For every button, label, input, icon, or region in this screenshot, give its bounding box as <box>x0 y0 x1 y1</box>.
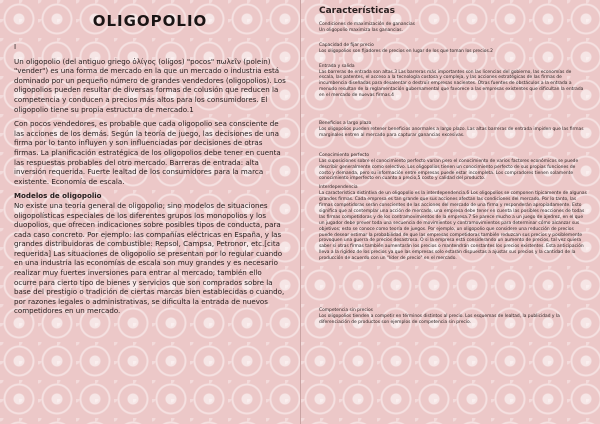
page-title: OLIGOPOLIO <box>0 12 300 30</box>
section-heading: Interdependencia <box>319 185 358 191</box>
paragraph-marker: I <box>14 42 17 51</box>
right-page <box>301 0 600 424</box>
section-heading: Capacidad de fijar precio <box>319 42 374 48</box>
section-text: Los oligopolios son fijadores de precios en lugar de los que toman los precios.2 <box>319 48 493 54</box>
characteristics-title: Características <box>319 6 395 16</box>
section-perfect-knowledge <box>319 153 587 183</box>
right-page-body <box>319 22 587 333</box>
section-text: Las barreras de entrada son altas.3 Las barreras más importantes son las licencias del gobierno, las economías de escala, las patentes, el acceso a la tecnología costosa y compleja, y las acciones estratégicas de las firmas de incumbencia diseñadas para desalentar o destruir empresas nacientes. Otras fuentes de obstáculos a la entrada a menudo resultan de la reglamentación gubernamental que favorece a las empresas existentes que dificultan la entrada en el mercado de nuevas firmas.4 <box>319 69 584 99</box>
section-heading: Beneficios a largo plazo <box>319 121 372 127</box>
section-text: Los oligopolios tienden a competir en términos distintos al precio. Los esquemas de lealtad, la publicidad y la diferenciación de productos son ejemplos de competencia sin precio. <box>319 314 560 325</box>
section-text: Las suposiciones sobre el conocimiento perfecto varían pero el conocimiento de varios factores económicos se puede describir generalmente como selectivo. Los oligopolios tienen un conocimiento perfecto de sus propias funciones de costo y demanda, pero su información entre empresas puede estar incompleta. Los compradores tienen solamente conocimiento imperfecto en cuanto a precio,5 costo y calidad del producto. <box>319 158 579 182</box>
models-heading: Modelos de oligopolio <box>14 191 102 201</box>
section-non-price-competition <box>319 308 587 326</box>
section-text: Un oligopolio maximiza las ganancias. <box>319 27 403 33</box>
section-text: Los oligopolios pueden retener beneficios anormales a largo plazo. Las altas barreras de entrada impiden que las firmas marginales entren al mercado para capturar ganancias excesivas. <box>319 126 584 138</box>
section-profit-maximization <box>319 22 587 34</box>
section-interdependence <box>319 185 587 262</box>
section-heading: Condiciones de maximización de ganancias <box>319 22 415 27</box>
section-text: La característica distintiva de un oligopolio es la interdependencia.6 Los oligopolios se componen típicamente de algunas grandes firmas. Cada empresa es tan grande que sus acciones afectan las condiciones del mercado. Por lo tanto, las firmas competidoras serán conscientes de las acciones del mercado de una firma y responderán apropiadamente. Esto significa que al contemplar una acción de mercado, una empresa debe tener en cuenta las posibles reacciones de todas las firmas competidoras y de los contramovimientos de la empresa.7 Se parece mucho a un juego de ajedrez, en el que un jugador debe prever toda una secuencia de movimientos y contramovimientos para determinar cómo alcanzar sus objetivos; esto se conoce como teoría de juegos. Por ejemplo, un oligopolio que considere una reducción de precios puede desear estimar la probabilidad de que las empresas competidoras también reduzcan sus precios y posiblemente provoquen una guerra de precios desastrosa. O si la empresa está considerando un aumento de precios, tal vez quiera saber si otras firmas también aumentarán los precios o mantendrán constantes los precios existentes. Esta anticipación lleva a la rigidez de los precios ya que las empresas solo estarán dispuestas a ajustar sus precios y la cantidad de la producción de acuerdo con un "líder de precio" en el mercado. <box>319 191 587 262</box>
section-long-run-profits <box>319 121 587 139</box>
section-heading: Entrada y salida <box>319 63 355 69</box>
models-paragraph: No existe una teoría general de oligopolio; sino modelos de situaciones oligopolísticas especiales de los diferentes grupos los monopolios y los duopolios, que ofrecen indicaciones sobre posibles tipos de conducta, para cada caso concreto. Por ejemplo: las compañías eléctricas en España, y las grandes distribuidoras de combustible: Repsol, Campsa, Petronor, etc.[cita requerida] Las situaciones de oligopolio se presentan por lo regular cuando en una industria las economías de escala son muy grandes y es necesario realizar muy fuertes inversiones para entrar al mercado; también ello ocurre para cierto tipo de bienes y servicios que son comprados sobre la base del prestigio o tradición de ciertas marcas bien establecidas o cuando, por razones legales o administrativas, se dificulta la entrada de nuevos competidores en un mercado. <box>14 200 285 316</box>
section-price-setting <box>319 43 587 55</box>
intro-paragraph: Un oligopolio (del antiguo griego ὀλίγος (olígos) "pocos" πωλεῖν (polein) "vender") es una forma de mercado en la que un mercado o industria está dominado por un pequeño número de grandes vendedores (oligopolios). Los oligopolios pueden resultar de diversas formas de colusión que reducen la competencia y conducen a precios más altos para los consumidores. El oligopolio tiene su propia estructura de mercado.1 <box>14 56 286 114</box>
left-page-body <box>14 42 286 321</box>
section-entry-exit <box>319 64 587 99</box>
section-heading: Competencia sin precios <box>319 308 373 314</box>
section-heading: Conocimiento perfecto <box>319 152 370 158</box>
game-theory-paragraph: Con pocos vendedores, es probable que cada oligopolio sea consciente de las acciones de los demás. Según la teoría de juego, las decisiones de una firma por lo tanto influyen y son influenciadas por decisiones de otras firmas. La planificación estratégica de los oligopolios debe tener en cuenta las respuestas probables del otro mercado. Barreras de entrada: alta inversión requerida. Fuerte lealtad de los consumidores para la marca existente. Economía de escala. <box>14 119 281 186</box>
